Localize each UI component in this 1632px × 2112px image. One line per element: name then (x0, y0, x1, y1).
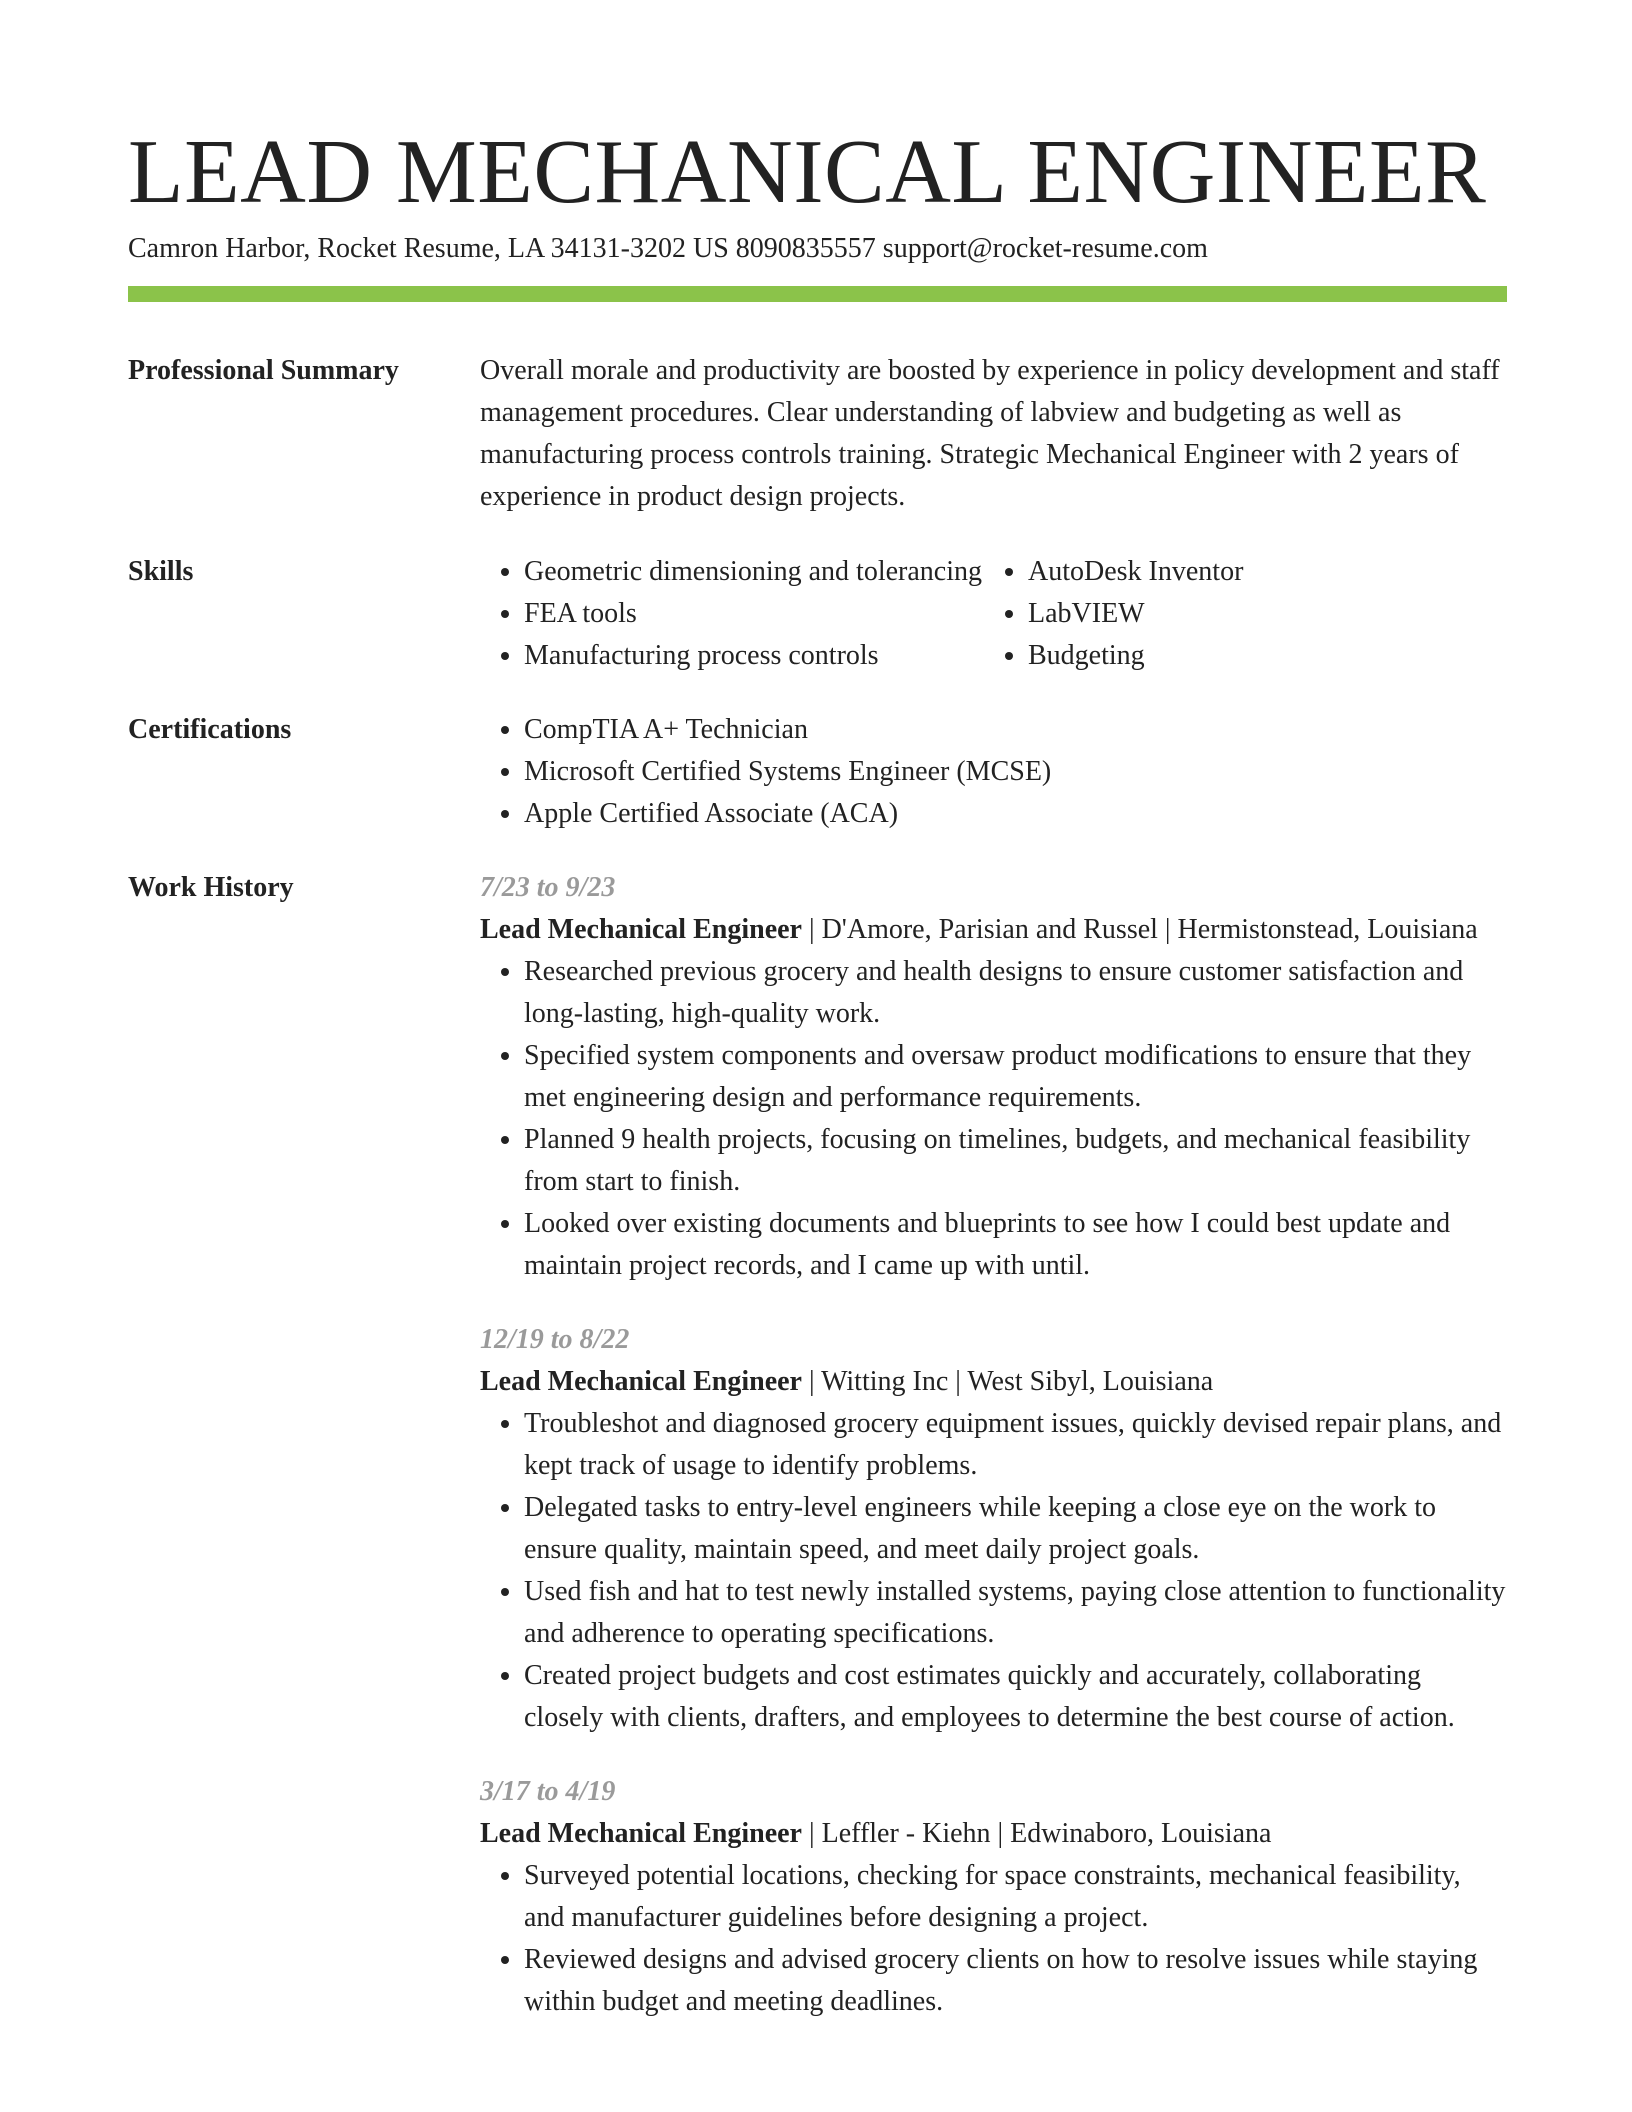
summary-text: Overall morale and productivity are boosted by experience in policy development and staff management procedures. Clear understanding of labview and budgeting as well as manufacturing process controls training. Strategic Mechanical Engineer with 2 years of experience in product design projects. (480, 355, 1500, 512)
job-bullet: • Delegated tasks to entry-level engineers while keeping a close eye on the work to ensure quality, maintain speed, and meet daily project goals. (524, 1487, 1507, 1571)
job-bullets (480, 1855, 1507, 2023)
certifications-label: Certifications (128, 714, 292, 745)
job-title: Lead Mechanical Engineer (480, 1366, 802, 1397)
certification-item: • Microsoft Certified Systems Engineer (MCSE) (524, 751, 1507, 793)
job-dates: 7/23 to 9/23 (480, 872, 616, 903)
contact-line: Camron Harbor, Rocket Resume, LA 34131-3202 US 8090835557 support@rocket-resume.com (128, 233, 1208, 264)
job-header (480, 1361, 1507, 1403)
work-history-section (480, 867, 1507, 2023)
job-entry (480, 1319, 1507, 1739)
certifications-list (480, 709, 1507, 835)
skills-list-right (984, 551, 1488, 677)
resume-title: LEAD MECHANICAL ENGINEER (128, 121, 1487, 222)
job-bullet: • Reviewed designs and advised grocery clients on how to resolve issues while staying within budget and meeting deadlines. (524, 1939, 1507, 2023)
job-bullets (480, 1403, 1507, 1739)
skill-item: • Geometric dimensioning and tolerancing (524, 551, 984, 593)
job-bullet: • Troubleshot and diagnosed grocery equipment issues, quickly devised repair plans, and kept track of usage to identify problems. (524, 1403, 1507, 1487)
summary-label: Professional Summary (128, 355, 399, 386)
job-details: | Leffler - Kiehn | Edwinaboro, Louisiana (801, 1818, 1272, 1849)
job-entry (480, 1771, 1507, 2023)
job-bullet: • Specified system components and oversaw product modifications to ensure that they met engineering design and performance requirements. (524, 1035, 1507, 1119)
work-history-label: Work History (128, 872, 294, 903)
job-details: | Witting Inc | West Sibyl, Louisiana (801, 1366, 1214, 1397)
skills-section (480, 551, 1507, 677)
skill-item: • LabVIEW (1028, 593, 1488, 635)
job-title: Lead Mechanical Engineer (480, 1818, 802, 1849)
certifications-section (480, 709, 1507, 835)
header-divider (128, 286, 1507, 302)
skill-item: • Manufacturing process controls (524, 635, 984, 677)
skill-item: • Budgeting (1028, 635, 1488, 677)
job-bullets (480, 951, 1507, 1287)
job-dates: 12/19 to 8/22 (480, 1324, 630, 1355)
job-header (480, 909, 1507, 951)
job-bullet: • Surveyed potential locations, checking for space constraints, mechanical feasibility, and manufacturer guidelines before designing a project. (524, 1855, 1507, 1939)
summary-section (480, 350, 1507, 518)
certification-item: • CompTIA A+ Technician (524, 709, 1507, 751)
job-entry (480, 867, 1507, 1287)
skills-label: Skills (128, 556, 194, 587)
job-bullet: • Created project budgets and cost estimates quickly and accurately, collaborating closely with clients, drafters, and employees to determine the best course of action. (524, 1655, 1507, 1739)
job-bullet: • Planned 9 health projects, focusing on timelines, budgets, and mechanical feasibility from start to finish. (524, 1119, 1507, 1203)
job-bullet: • Looked over existing documents and blueprints to see how I could best update and maintain project records, and I came up with until. (524, 1203, 1507, 1287)
job-bullet: • Researched previous grocery and health designs to ensure customer satisfaction and long-lasting, high-quality work. (524, 951, 1507, 1035)
skill-item: • FEA tools (524, 593, 984, 635)
certification-item: • Apple Certified Associate (ACA) (524, 793, 1507, 835)
job-header (480, 1813, 1507, 1855)
job-title: Lead Mechanical Engineer (480, 914, 802, 945)
skills-list-left (480, 551, 984, 677)
resume-page (128, 0, 1507, 2112)
skill-item: • AutoDesk Inventor (1028, 551, 1488, 593)
job-details: | D'Amore, Parisian and Russel | Hermistonstead, Louisiana (801, 914, 1478, 945)
job-dates: 3/17 to 4/19 (480, 1776, 616, 1807)
job-bullet: • Used fish and hat to test newly installed systems, paying close attention to functionality and adherence to operating specifications. (524, 1571, 1507, 1655)
